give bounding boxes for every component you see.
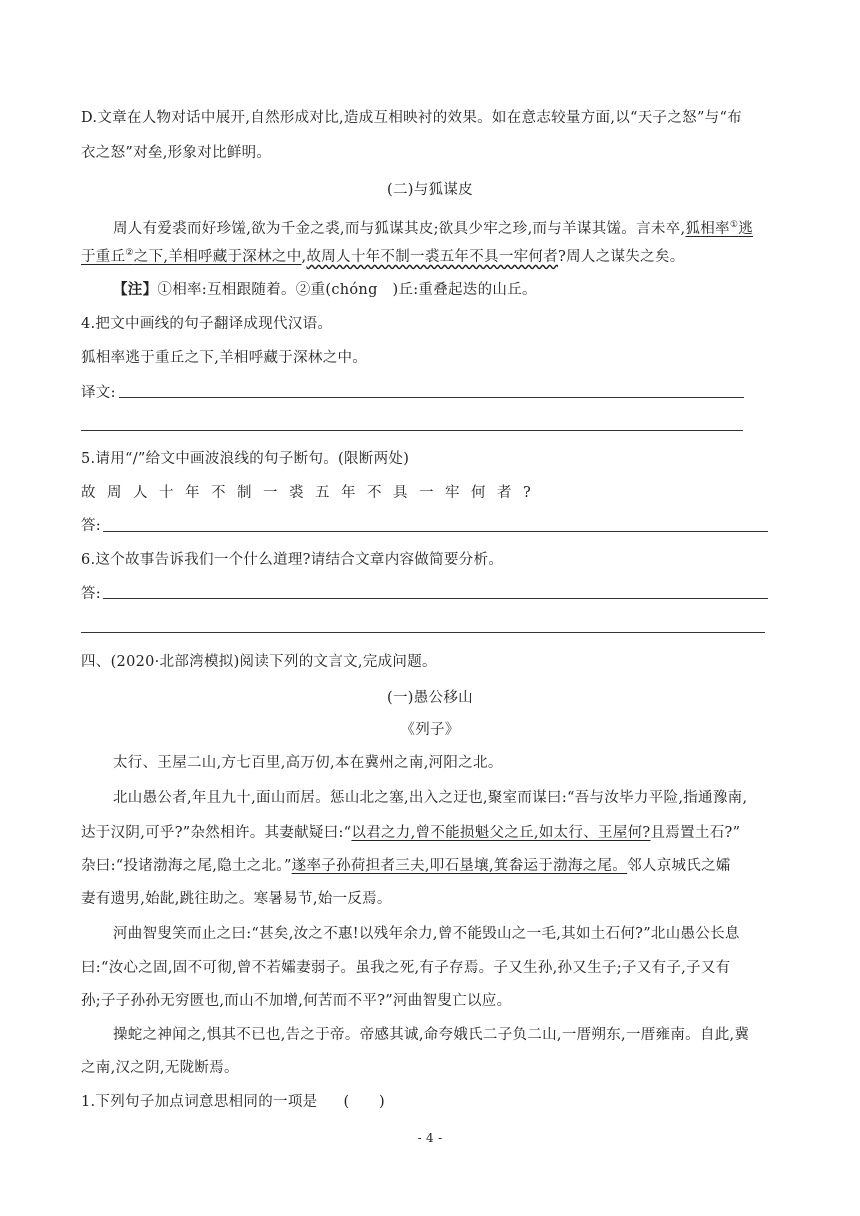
annotation <box>113 280 537 300</box>
passage1-para-4-line-2: 之南,汉之阴,无陇断焉。 <box>81 1060 239 1076</box>
underlined-sentence: 以君之力,曾不能损魁父之丘,如太行、王屋何? <box>351 825 651 841</box>
passage-title-2: (二)与狐谋皮 <box>387 182 473 198</box>
question-5-sentence: 故周人十年不制一裘五年不具一牢何者? <box>81 485 543 501</box>
passage1-para-2-line-2: 达于汉阴,可乎?”杂然相许。其妻献疑曰:“以君之力,曾不能损魁父之丘,如太行、王屋何?且焉置土石?” <box>81 825 741 841</box>
section-4-heading: 四、(2020·北部湾模拟)阅读下列的文言文,完成问题。 <box>81 654 437 670</box>
answer-line <box>81 632 765 633</box>
question-1: 1.下列句子加点词意思相同的一项是 ( ) <box>81 1094 385 1110</box>
note-label: 【注】 <box>113 281 158 298</box>
question-6-answer-label: 答: <box>81 586 101 602</box>
note-text: ①相率:互相跟随着。②重(chóng )丘:重叠起迭的山丘。 <box>157 282 537 298</box>
answer-line <box>103 531 768 532</box>
underlined-sentence-cont: 于重丘②之下,羊相呼藏于深林之中 <box>81 248 302 265</box>
passage1-para-3-line-1: 河曲智叟笑而止之曰:“甚矣,汝之不惠!以残年余力,曾不能毁山之一毛,其如土石何?”北山愚公长息 <box>113 926 740 942</box>
passage-source: 《列子》 <box>400 722 460 738</box>
question-4: 4.把文中画线的句子翻译成现代汉语。 <box>81 316 333 332</box>
passage1-para-1: 太行、王屋二山,方七百里,高万仞,本在冀州之南,河阳之北。 <box>113 755 503 771</box>
passage2-line-2: 于重丘②之下,羊相呼藏于深林之中,故周人十年不制一裘五年不具一牢何者?周人之谋失之矣。 <box>81 248 685 265</box>
underlined-sentence: 狐相率①逃 <box>685 220 754 237</box>
page-number: - 4 - <box>417 1131 443 1145</box>
answer-line <box>103 598 768 599</box>
option-d-line-1: D.文章在人物对话中展开,自然形成对比,造成互相映衬的效果。如在意志较量方面,以“天子之怒”与“布 <box>81 110 742 126</box>
question-5-answer-label: 答: <box>81 518 101 534</box>
answer-line <box>81 430 743 431</box>
question-4-sentence: 狐相率逃于重丘之下,羊相呼藏于深林之中。 <box>81 350 368 366</box>
question-5: 5.请用“/”给文中画波浪线的句子断句。(限断两处) <box>81 451 410 467</box>
question-4-answer-label: 译文: <box>81 385 116 401</box>
passage1-para-2-line-1: 北山愚公者,年且九十,面山而居。惩山北之塞,出入之迂也,聚室而谋曰:“吾与汝毕力平险,指通豫南, <box>113 790 748 806</box>
passage2-text: 周人有爱裘而好珍馐,欲为千金之裘,而与狐谋其皮;欲具少牢之珍,而与羊谋其馐。言未卒, <box>113 220 686 237</box>
wavy-sentence: 故周人十年不制一裘五年不具一牢何者 <box>306 248 559 265</box>
passage1-para-2-line-3: 杂曰:“投诸渤海之尾,隐土之北。”遂率子孙荷担者三夫,叩石垦壤,箕畚运于渤海之尾。邻人京城氏之孀 <box>81 858 731 874</box>
answer-line <box>119 397 744 398</box>
passage1-para-3-line-3: 孙;子子孙孙无穷匮也,而山不加增,何苦而不平?”河曲智叟亡以应。 <box>81 993 512 1009</box>
passage1-para-3-line-2: 曰:“汝心之固,固不可彻,曾不若孀妻弱子。虽我之死,有子存焉。子又生孙,孙又生子;子又有子,子又有 <box>81 960 731 976</box>
underlined-sentence: 遂率子孙荷担者三夫,叩石垦壤,箕畚运于渤海之尾。 <box>291 858 628 874</box>
option-d-line-2: 衣之怒”对垒,形象对比鲜明。 <box>81 145 272 161</box>
passage-title-1: (一)愚公移山 <box>387 690 473 706</box>
passage2-line-1 <box>113 215 753 239</box>
passage1-para-4-line-1: 操蛇之神闻之,惧其不已也,告之于帝。帝感其诚,命夸娥氏二子负二山,一厝朔东,一厝雍南。自此,冀 <box>113 1027 750 1043</box>
answer-bracket: ( ) <box>343 1094 385 1110</box>
passage1-para-2-line-4: 妻有遗男,始龀,跳往助之。寒暑易节,始一反焉。 <box>81 891 392 907</box>
question-6: 6.这个故事告诉我们一个什么道理?请结合文章内容做简要分析。 <box>81 552 504 568</box>
